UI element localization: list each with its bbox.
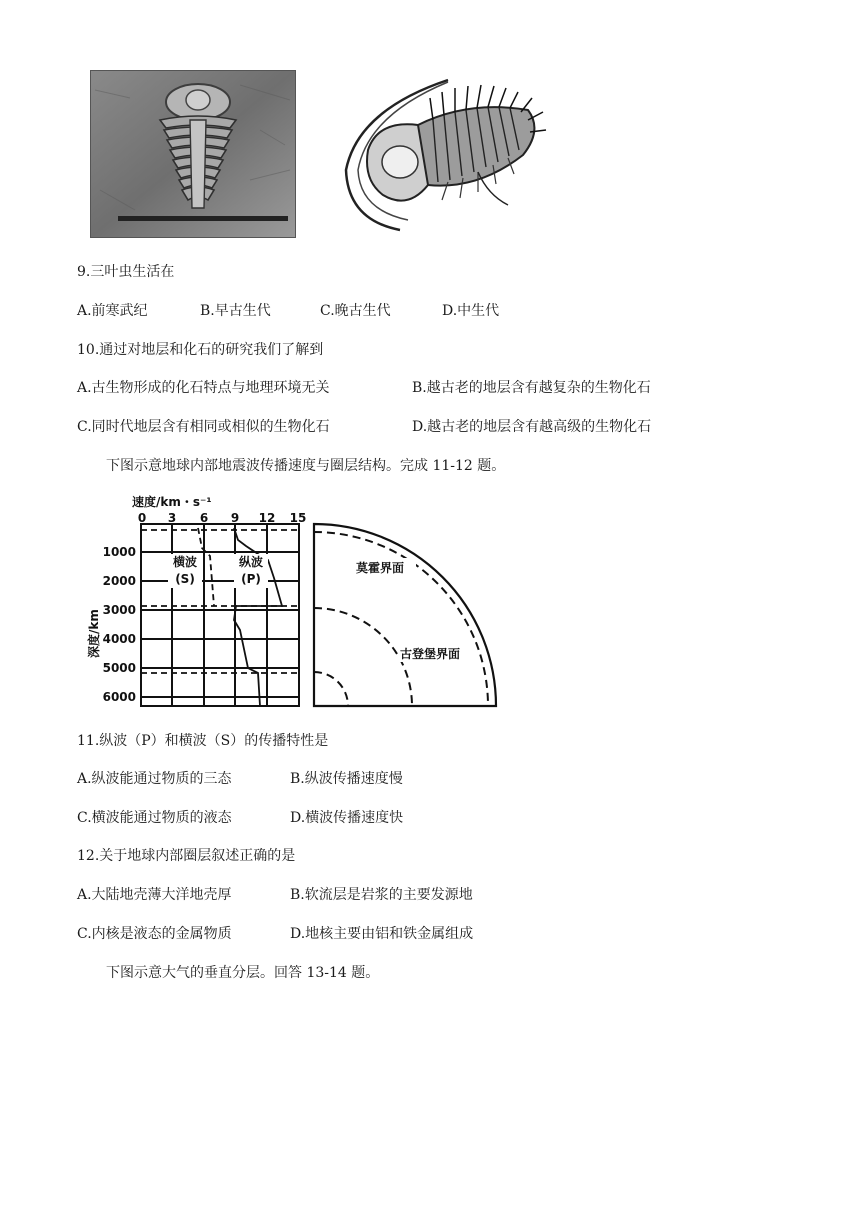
y-axis-title: 深度/km xyxy=(87,609,101,658)
question-10-stem: 10.通过对地层和化石的研究我们了解到 xyxy=(77,342,324,358)
q10-option-c: C.同时代地层含有相同或相似的生物化石 xyxy=(77,419,330,435)
s-wave-label: 横波 xyxy=(172,555,198,569)
intro-13-14: 下图示意大气的垂直分层。回答 13-14 题。 xyxy=(106,965,380,981)
question-11-stem: 11.纵波（P）和横波（S）的传播特性是 xyxy=(77,733,329,749)
q11-option-d: D.横波传播速度快 xyxy=(290,810,404,826)
y-tick: 2000 xyxy=(102,574,136,588)
x-axis-title: 速度/km・s⁻¹ xyxy=(132,495,212,509)
q9-option-a: A.前寒武纪 xyxy=(77,303,148,319)
question-12-stem: 12.关于地球内部圈层叙述正确的是 xyxy=(77,848,296,864)
q9-option-d: D.中生代 xyxy=(442,303,500,319)
gutenberg-label: 古登堡界面 xyxy=(400,647,461,661)
x-tick: 12 xyxy=(258,511,276,525)
moho-label: 莫霍界面 xyxy=(356,561,405,575)
q11-option-a: A.纵波能通过物质的三态 xyxy=(77,771,232,787)
q10-option-d: D.越古老的地层含有越高级的生物化石 xyxy=(412,419,652,435)
y-tick: 6000 xyxy=(102,690,136,704)
intro-11-12: 下图示意地球内部地震波传播速度与圈层结构。完成 11-12 题。 xyxy=(106,458,506,474)
seismic-wave-figure xyxy=(86,490,506,710)
q12-option-d: D.地核主要由铝和铁金属组成 xyxy=(290,926,474,942)
question-9-stem: 9.三叶虫生活在 xyxy=(77,264,175,280)
trilobite-fossil-photo xyxy=(90,70,296,238)
y-tick: 5000 xyxy=(102,661,136,675)
y-tick: 1000 xyxy=(102,545,136,559)
x-tick: 6 xyxy=(199,511,209,525)
q11-option-c: C.横波能通过物质的液态 xyxy=(77,810,232,826)
q11-option-b: B.纵波传播速度慢 xyxy=(290,771,403,787)
y-tick: 4000 xyxy=(102,632,136,646)
y-tick: 3000 xyxy=(102,603,136,617)
x-tick: 3 xyxy=(167,511,177,525)
q10-option-a: A.古生物形成的化石特点与地理环境无关 xyxy=(77,380,330,396)
p-wave-label: 纵波 xyxy=(238,555,264,569)
x-tick: 0 xyxy=(137,511,147,525)
trilobite-drawing xyxy=(338,70,552,240)
q10-option-b: B.越古老的地层含有越复杂的生物化石 xyxy=(412,380,651,396)
x-tick: 9 xyxy=(230,511,240,525)
s-wave-label-sub: (S) xyxy=(175,572,195,586)
p-wave-label-sub: (P) xyxy=(241,572,261,586)
q9-option-c: C.晚古生代 xyxy=(320,303,391,319)
x-tick: 15 xyxy=(289,511,307,525)
q12-option-a: A.大陆地壳薄大洋地壳厚 xyxy=(77,887,232,903)
q12-option-c: C.内核是液态的金属物质 xyxy=(77,926,232,942)
q12-option-b: B.软流层是岩浆的主要发源地 xyxy=(290,887,473,903)
q9-option-b: B.早古生代 xyxy=(200,303,271,319)
